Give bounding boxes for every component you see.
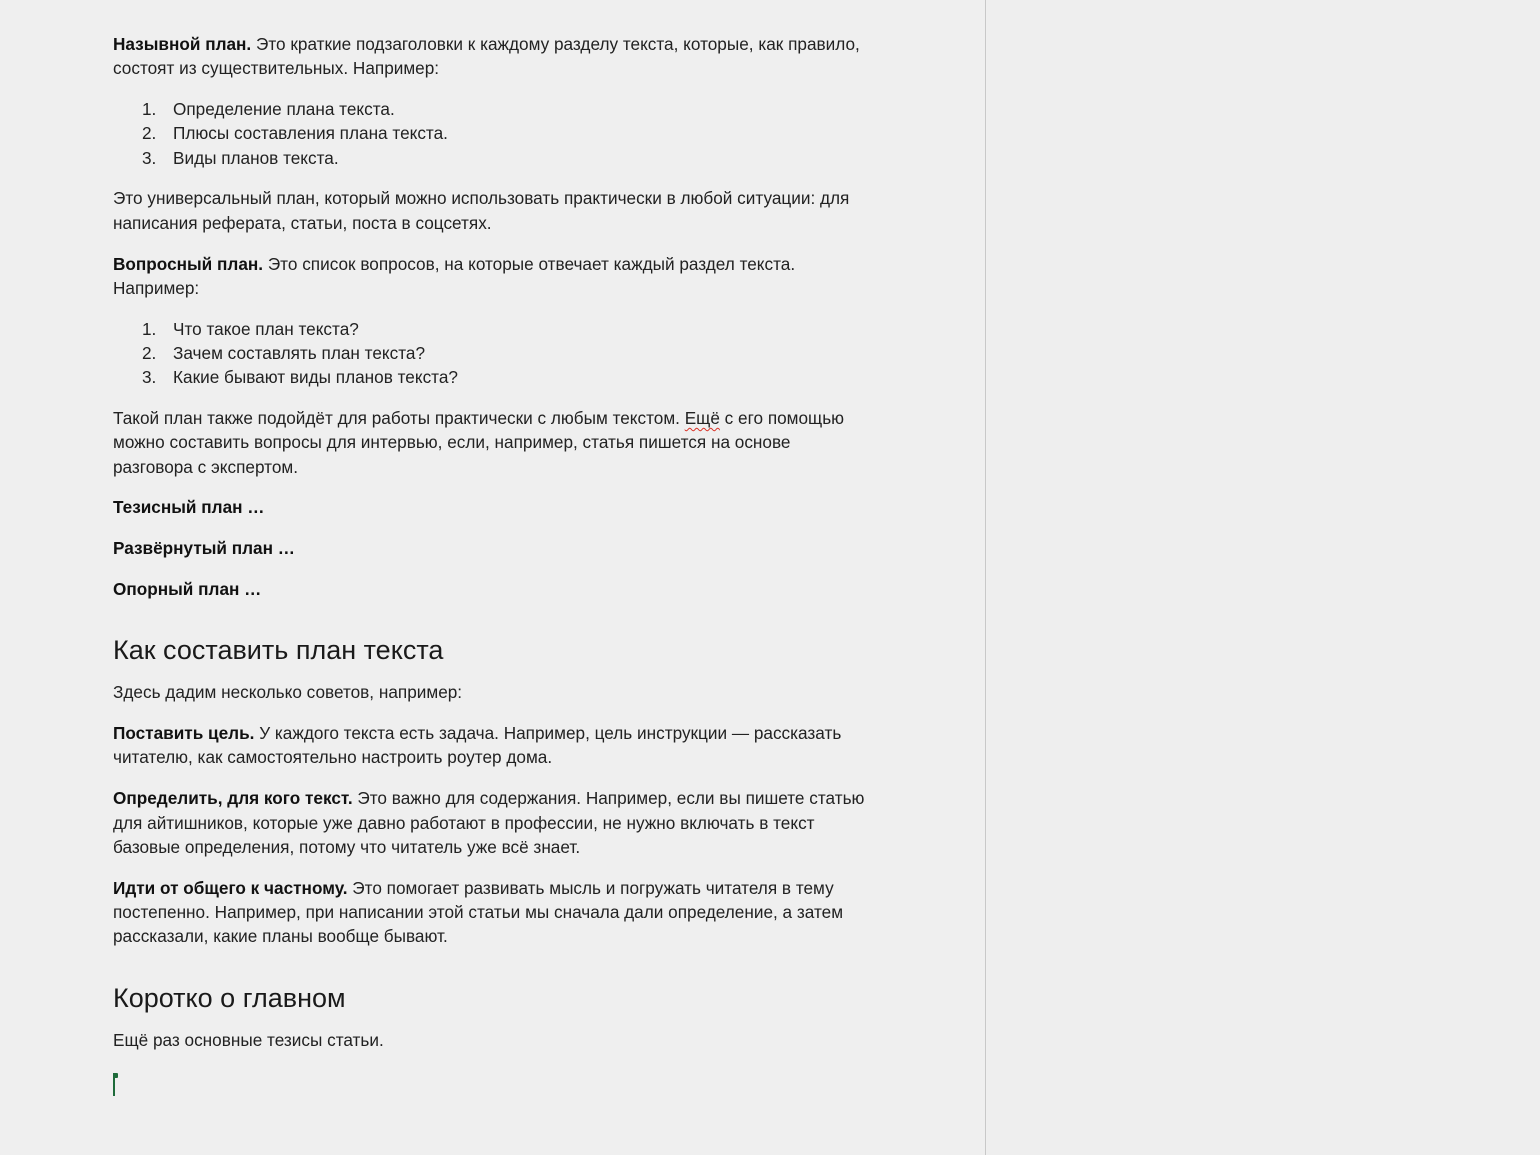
list-item-text: Что такое план текста?	[173, 318, 359, 339]
list-item[interactable]	[113, 317, 873, 341]
document-body[interactable]	[113, 32, 873, 1068]
paragraph-expanded-plan[interactable]	[113, 536, 873, 560]
list-number: 2.	[142, 342, 157, 363]
paragraph-tips-intro[interactable]: Здесь дадим несколько советов, например:	[113, 682, 463, 703]
paragraph-text: У каждого текста есть задача. Например, цель инструкции — рассказать читателю, как самостоятельно настроить роутер дома.	[113, 723, 842, 768]
bold-term: Идти от общего к частному.	[113, 877, 348, 898]
paragraph-text: Это список вопросов, на которые отвечает каждый раздел текста. Например:	[113, 253, 796, 298]
paragraph-universal-plan[interactable]: Это универсальный план, который можно использовать практически в любой ситуации: для написания реферата, статьи, поста в соцсетях.	[113, 188, 850, 233]
bold-term: Опорный план …	[113, 579, 262, 600]
list-item-text: Плюсы составления плана текста.	[173, 123, 448, 144]
paragraph-nominal-plan[interactable]	[113, 32, 873, 81]
list-item-text: Определение плана текста.	[173, 99, 395, 120]
paragraph-text: Это важно для содержания. Например, если вы пишете статью для айтишников, которые уже давно работают в профессии, не нужно включать в текст базовые определения, потому что читатель уже всё знает.	[113, 788, 865, 857]
cursor-flag	[113, 1073, 118, 1078]
paragraph-text: Такой план также подойдёт для работы практически с любым текстом.	[113, 408, 685, 429]
list-item[interactable]	[113, 97, 873, 121]
paragraph-text: с его помощью можно составить вопросы для интервью, если, например, статья пишется на основе разговора с экспертом.	[113, 408, 845, 477]
paragraph-thesis-plan[interactable]	[113, 495, 873, 519]
list-item-text: Виды планов текста.	[173, 147, 339, 168]
list-item[interactable]	[113, 121, 873, 145]
paragraph-question-plan[interactable]	[113, 252, 873, 301]
paragraph-audience[interactable]	[113, 786, 873, 859]
list-number: 1.	[142, 318, 157, 339]
bold-term: Назывной план.	[113, 34, 252, 54]
list-number: 2.	[142, 123, 157, 144]
list-item[interactable]	[113, 146, 873, 170]
paragraph-general-to-specific[interactable]	[113, 876, 873, 949]
list-item[interactable]	[113, 341, 873, 365]
paragraph-set-goal[interactable]	[113, 721, 873, 770]
right-margin-area	[987, 0, 1540, 1155]
list-number: 3.	[142, 367, 157, 388]
bold-term: Тезисный план …	[113, 497, 265, 518]
spellcheck-flagged-word[interactable]: Ещё	[684, 408, 720, 429]
list-number: 1.	[142, 99, 157, 120]
list-item-text: Зачем составлять план текста?	[173, 342, 426, 363]
list-number: 3.	[142, 147, 157, 168]
text-cursor	[113, 1073, 116, 1096]
heading-how-to-plan[interactable]: Как составить план текста	[113, 635, 444, 666]
paragraph-text: Это краткие подзаголовки к каждому разделу текста, которые, как правило, состоят из существительных. Например:	[113, 34, 860, 79]
bold-term: Развёрнутый план …	[113, 538, 295, 559]
numbered-list-nominal[interactable]	[113, 97, 873, 170]
list-item-text: Какие бывают виды планов текста?	[173, 367, 458, 388]
numbered-list-questions[interactable]	[113, 317, 873, 390]
paragraph-support-plan[interactable]	[113, 577, 873, 601]
bold-term: Вопросный план.	[113, 253, 264, 274]
heading-summary[interactable]: Коротко о главном	[113, 982, 346, 1013]
bold-term: Поставить цель.	[113, 723, 255, 744]
paragraph-summary[interactable]: Ещё раз основные тезисы статьи.	[113, 1029, 384, 1050]
list-item[interactable]	[113, 365, 873, 389]
bold-term: Определить, для кого текст.	[113, 788, 353, 809]
paragraph-text: Это помогает развивать мысль и погружать читателя в тему постепенно. Например, при написании этой статьи мы сначала дали определение, а затем рассказали, какие планы вообще бывают.	[113, 877, 844, 947]
paragraph-interview[interactable]	[113, 406, 873, 479]
